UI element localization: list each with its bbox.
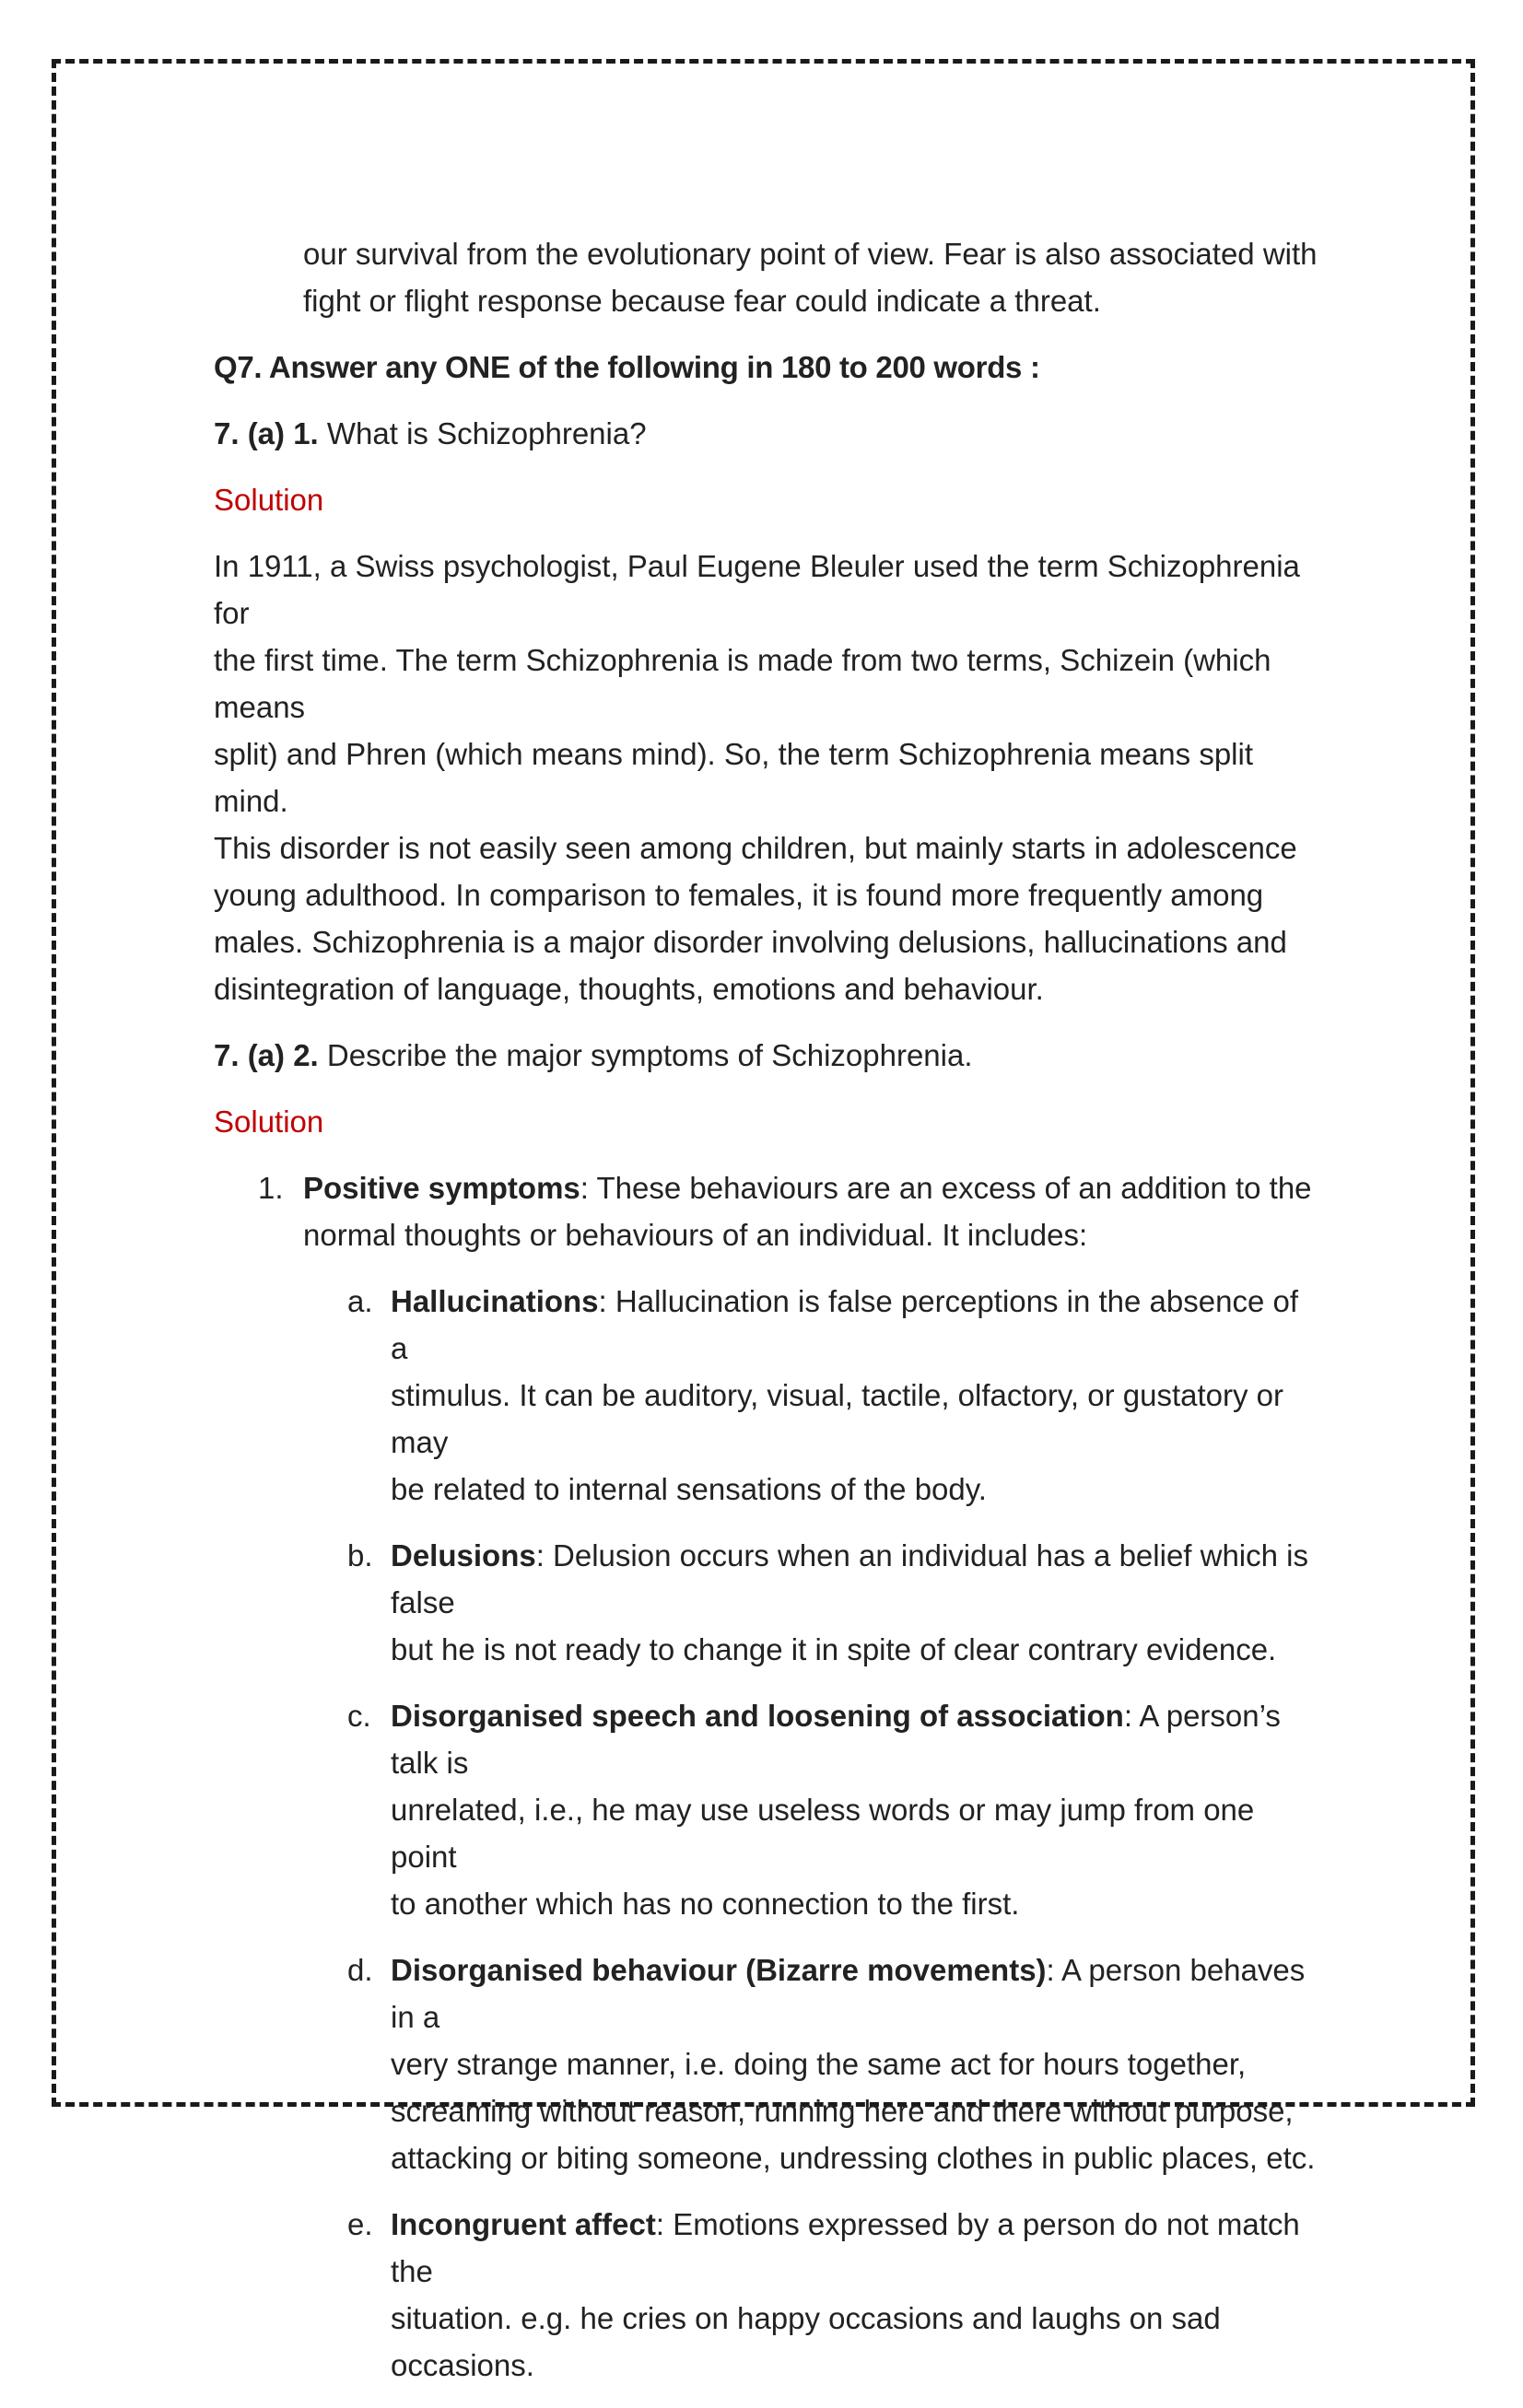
question-7a1 <box>214 410 1319 457</box>
answer-line: males. Schizophrenia is a major disorder involving delusions, hallucinations and <box>214 925 1287 959</box>
question-text: What is Schizophrenia? <box>326 416 647 450</box>
symptom-term: Disorganised speech and loosening of association <box>391 1699 1124 1733</box>
answer-line: disintegration of language, thoughts, emotions and behaviour. <box>214 972 1044 1006</box>
list-marker: 1. <box>258 1171 284 1205</box>
symptom-text: : Hallucination is false perceptions in the absence of a <box>391 1284 1298 1365</box>
question-7a2 <box>214 1032 1319 1079</box>
symptom-text: normal thoughts or behaviours of an individual. It includes: <box>303 1218 1088 1252</box>
list-item-incongruent-affect <box>303 2201 1319 2389</box>
list-item-positive-symptoms <box>214 1164 1319 2389</box>
symptom-text: stimulus. It can be auditory, visual, tactile, olfactory, or gustatory or may <box>391 1378 1284 1459</box>
answer-line: This disorder is not easily seen among children, but mainly starts in adolescence <box>214 831 1297 865</box>
question-heading: Q7. Answer any ONE of the following in 180 to 200 words : <box>214 350 1040 384</box>
intro-line: fight or flight response because fear could indicate a threat. <box>303 284 1101 318</box>
list-marker: e. <box>347 2207 373 2241</box>
answer-line: split) and Phren (which means mind). So, the term Schizophrenia means split mind. <box>214 737 1254 818</box>
list-item-disorganised-speech <box>303 1692 1319 1927</box>
list-marker: b. <box>347 1538 373 1572</box>
symptom-text: situation. e.g. he cries on happy occasions and laughs on sad occasions. <box>391 2301 1221 2382</box>
list-item-hallucinations <box>303 1278 1319 1513</box>
symptom-text: unrelated, i.e., he may use useless words or may jump from one point <box>391 1793 1255 1874</box>
list-item-delusions <box>303 1532 1319 1673</box>
symptom-text: : Delusion occurs when an individual has a belief which is false <box>391 1538 1308 1619</box>
symptom-term: Incongruent affect <box>391 2207 656 2241</box>
symptom-text: attacking or biting someone, undressing clothes in public places, etc. <box>391 2141 1316 2175</box>
solution-label: Solution <box>214 483 324 517</box>
answer-paragraph <box>214 543 1319 1012</box>
intro-paragraph <box>303 230 1319 324</box>
symptom-text: : These behaviours are an excess of an addition to the <box>580 1171 1312 1205</box>
symptom-text: very strange manner, i.e. doing the same act for hours together, <box>391 2047 1247 2081</box>
symptom-term: Hallucinations <box>391 1284 599 1318</box>
symptom-text: screaming without reason, running here and there without purpose, <box>391 2094 1294 2128</box>
symptom-text: but he is not ready to change it in spite of clear contrary evidence. <box>391 1632 1277 1666</box>
symptom-text: : A person’s talk is <box>391 1699 1281 1780</box>
question-text: Describe the major symptoms of Schizophrenia. <box>326 1038 973 1072</box>
symptom-term: Disorganised behaviour (Bizarre movements) <box>391 1953 1047 1987</box>
list-marker: c. <box>347 1699 371 1733</box>
list-marker: a. <box>347 1284 373 1318</box>
intro-line: our survival from the evolutionary point of view. Fear is also associated with <box>303 237 1318 271</box>
answer-line: In 1911, a Swiss psychologist, Paul Eugene Bleuler used the term Schizophrenia for <box>214 549 1300 630</box>
symptom-text: : A person behaves in a <box>391 1953 1306 2034</box>
list-item-disorganised-behaviour <box>303 1946 1319 2181</box>
answer-line: young adulthood. In comparison to females, it is found more frequently among <box>214 878 1264 912</box>
symptom-text: be related to internal sensations of the body. <box>391 1472 987 1506</box>
symptom-term: Positive symptoms <box>303 1171 580 1205</box>
list-marker: d. <box>347 1953 373 1987</box>
symptom-term: Delusions <box>391 1538 536 1572</box>
solution-label: Solution <box>214 1105 324 1139</box>
answer-line: the first time. The term Schizophrenia is made from two terms, Schizein (which means <box>214 643 1271 724</box>
symptom-text: to another which has no connection to the first. <box>391 1887 1020 1921</box>
question-number: 7. (a) 2. <box>214 1038 319 1072</box>
positive-symptoms-sublist <box>303 1278 1319 2389</box>
document-content <box>214 230 1319 2408</box>
question-number: 7. (a) 1. <box>214 416 319 450</box>
symptoms-list <box>214 1164 1319 2389</box>
symptom-text: : Emotions expressed by a person do not match the <box>391 2207 1300 2288</box>
